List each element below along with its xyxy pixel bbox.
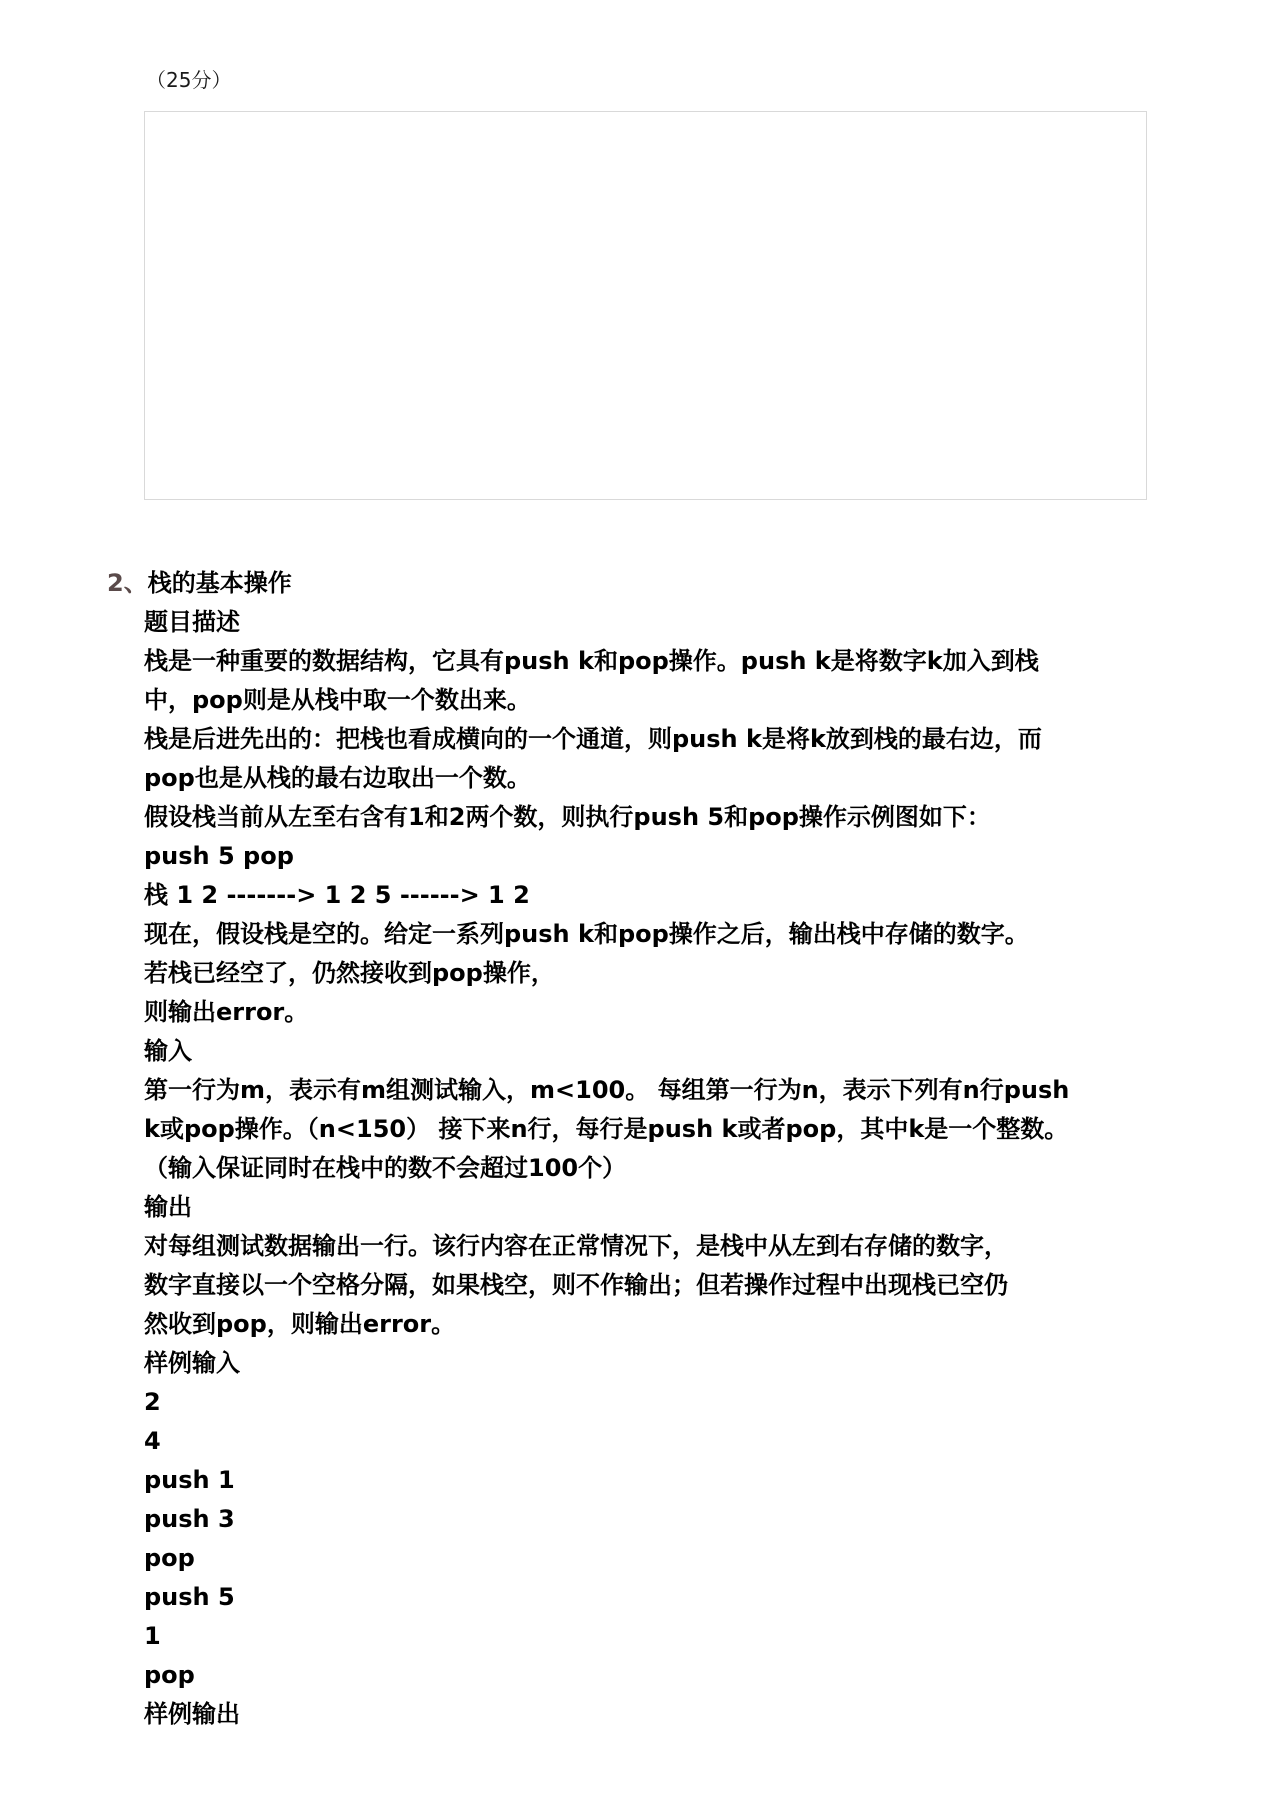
paragraph-line: 若栈已经空了，仍然接收到pop操作， <box>144 959 555 987</box>
sample-input-line: push 5 <box>144 1583 235 1611</box>
paragraph-line: 则输出error。 <box>144 998 309 1026</box>
example-line: push 5 pop <box>144 842 294 870</box>
question-2 <box>107 564 1157 1734</box>
section-heading-description: 题目描述 <box>144 608 240 636</box>
question-title: 栈的基本操作 <box>147 569 292 597</box>
section-heading-sample-input: 样例输入 <box>144 1349 240 1377</box>
sample-input-line: push 3 <box>144 1505 235 1533</box>
question-body <box>144 603 1144 1734</box>
paragraph-line: 假设栈当前从左至右含有1和2两个数，则执行push 5和pop操作示例图如下： <box>144 803 991 831</box>
score-label: （25分） <box>146 68 232 92</box>
section-heading-output: 输出 <box>144 1193 192 1221</box>
question-number: 2、 <box>107 569 148 597</box>
sample-input-line: 1 <box>144 1622 161 1650</box>
sample-input-line: 4 <box>144 1427 161 1455</box>
section-heading-input: 输入 <box>144 1037 192 1065</box>
sample-input-line: push 1 <box>144 1466 235 1494</box>
paragraph-line: 然收到pop，则输出error。 <box>144 1310 456 1338</box>
question-heading <box>107 564 1157 603</box>
paragraph-line: 现在，假设栈是空的。给定一系列push k和pop操作之后，输出栈中存储的数字。 <box>144 920 1029 948</box>
section-heading-sample-output: 样例输出 <box>144 1700 240 1728</box>
paragraph-line: 第一行为m，表示有m组测试输入，m<100。 每组第一行为n，表示下列有n行push <box>144 1076 1070 1104</box>
example-line: 栈 1 2 -------> 1 2 5 ------> 1 2 <box>144 881 530 909</box>
paragraph-line: pop也是从栈的最右边取出一个数。 <box>144 764 531 792</box>
paragraph-line: 数字直接以一个空格分隔，如果栈空，则不作输出；但若操作过程中出现栈已空仍 <box>144 1271 1008 1299</box>
sample-input-line: pop <box>144 1661 195 1689</box>
sample-input-line: pop <box>144 1544 195 1572</box>
paragraph-line: k或pop操作。（n<150） 接下来n行，每行是push k或者pop，其中k是一个整数。 <box>144 1115 1069 1143</box>
paragraph-line: 栈是一种重要的数据结构，它具有push k和pop操作。push k是将数字k加入到栈 <box>144 647 1039 675</box>
paragraph-line: （输入保证同时在栈中的数不会超过100个） <box>144 1154 627 1182</box>
paragraph-line: 栈是后进先出的：把栈也看成横向的一个通道，则push k是将k放到栈的最右边，而 <box>144 725 1042 753</box>
paragraph-line: 中，pop则是从栈中取一个数出来。 <box>144 686 531 714</box>
answer-box[interactable] <box>144 111 1147 500</box>
paragraph-line: 对每组测试数据输出一行。该行内容在正常情况下，是栈中从左到右存储的数字， <box>144 1232 1008 1260</box>
sample-input-line: 2 <box>144 1388 161 1416</box>
